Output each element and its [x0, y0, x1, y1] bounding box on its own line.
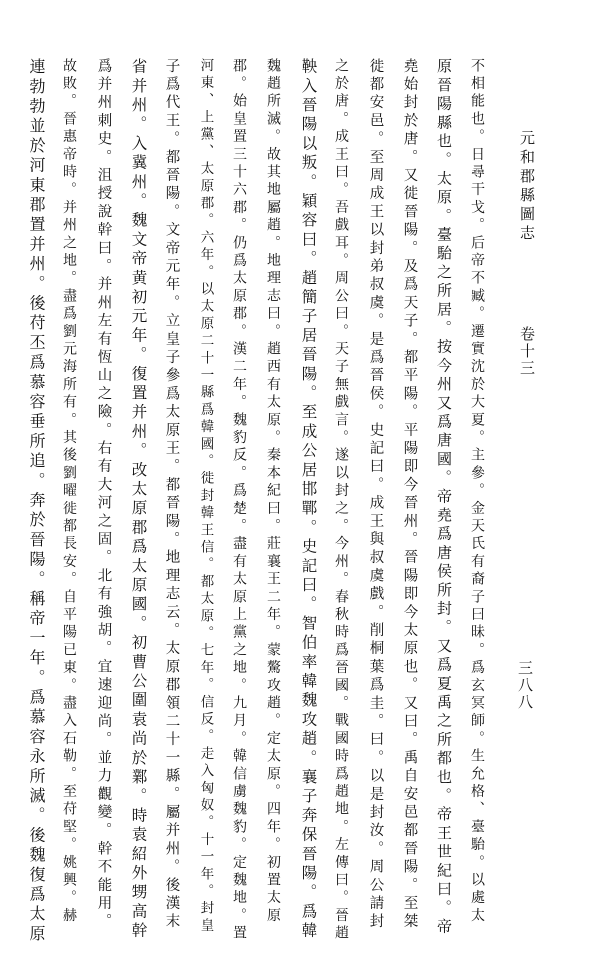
- text-column: 魏趙所滅。故其地屬趙。地理志曰。趙西有太原。秦本紀曰。莊襄王二年。蒙驁攻趙。定太原。四年。初置太原: [265, 58, 281, 926]
- volume-number: 卷十三: [518, 326, 536, 377]
- text-column: 之於唐。成王曰。吾戲耳。周公曰。天子無戲言。遂以封之。今州。春秋時爲晉國。戰國時爲趙地。左傳曰。晉趙: [333, 58, 349, 943]
- text-column: 不相能也。日尋干戈。后帝不臧。遷實沈於大夏。主參。金天氏有裔子曰昧。爲玄冥師。生允格、臺駘。以處太: [469, 58, 485, 926]
- text-column: 故敗。晉惠帝時。并州之地。盡爲劉元海所有。其後劉曜徙都長安。自平陽已東。盡入石勒。至苻堅。姚興。赫: [61, 58, 77, 926]
- page-number: 三八八: [516, 660, 534, 711]
- running-title: 元和郡縣圖志: [518, 130, 536, 244]
- text-column: 堯始封於唐。又徙晉陽。及爲天子。都平陽。平陽即今晉州。晉陽即今太原也。又曰。禹自安邑都晉陽。至桀: [401, 58, 418, 932]
- text-column: 原晉陽縣也。太原。臺駘之所居。按今州又爲唐國。帝堯爲唐侯所封。又爲夏禹之所都也。帝王世紀曰。帝: [435, 58, 453, 937]
- text-column: 爲并州刺史。沮授說幹曰。并州左有恆山之險。右有大河之固。北有強胡。宜速迎尚。並力觀變。幹不能用。: [95, 58, 112, 932]
- text-column: 子爲代王。都晉陽。文帝元年。立皇子參爲太原王。都晉陽。地理志云。太原郡領二十一縣。屬并州。後漢末: [163, 58, 180, 932]
- text-column: 河東、上黨、太原郡。六年。以太原二十一縣爲韓國。徙封韓王信。都太原。七年。信反。走入匈奴。十一年。封皇: [197, 58, 214, 936]
- text-column: 徙都安邑。至周成王以封弟叔虞。是爲晉侯。史記曰。成王與叔虞戲。削桐葉爲圭。曰。以是封汝。周公請封: [367, 58, 384, 932]
- text-column: 鞅入晉陽以叛。穎容曰。趙簡子居晉陽。至成公居邯鄲。史記曰。智伯率韓魏攻趙。襄子奔保晉陽。爲韓: [299, 58, 318, 942]
- text-column: 連勃勃並於河東郡置并州。後苻丕爲慕容垂所追。奔於晉陽。稱帝一年。爲慕容永所滅。後魏復爲太原: [27, 58, 46, 945]
- text-column: 郡。始皇置三十六郡。仍爲太原郡。漢二年。魏豹反。爲楚。盡有太原上黨之地。九月。韓信虜魏豹。定魏地。置: [231, 58, 247, 943]
- text-column: 省并州。入冀州。魏文帝黄初元年。復置并州。改太原郡爲太原國。初曹公圍袁尚於鄴。時袁紹外甥高幹: [129, 58, 148, 942]
